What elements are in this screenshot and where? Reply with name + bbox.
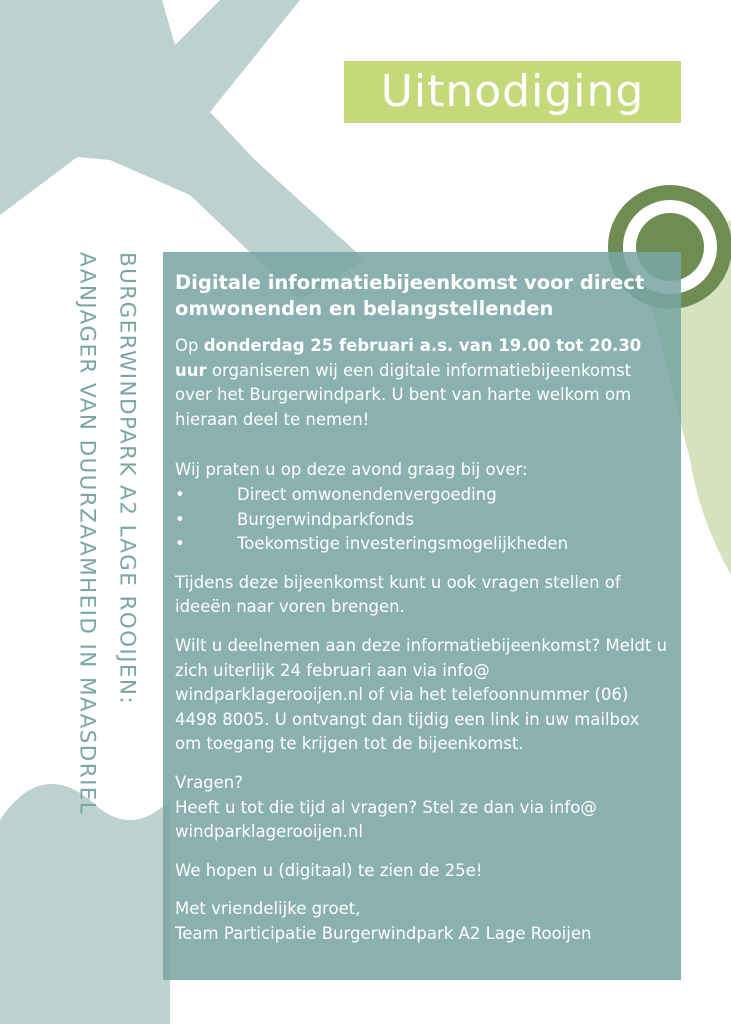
greeting: Met vriendelijke groet, <box>175 899 361 919</box>
list-item <box>175 483 670 508</box>
invitation-content <box>175 270 670 946</box>
bullet-icon: • <box>175 509 185 529</box>
bullet-icon: • <box>175 484 185 504</box>
closing-hope: We hopen u (digitaal) te zien de 25e! <box>175 860 483 880</box>
intro-suffix: organiseren wij een digitale informatiebijeenkomst over het Burgerwindpark. U bent van harte welkom om hieraan deel te nemen! <box>175 360 632 429</box>
list-item <box>175 508 670 533</box>
intro-highlight-date: donderdag 25 februari a.s. van 19.00 tot 20.30 uur <box>175 336 642 380</box>
wave-shape-bottom-2 <box>30 905 143 1024</box>
topic-label: Toekomstige investeringsmogelijkheden <box>237 534 569 554</box>
intro-prefix: Op <box>175 336 204 355</box>
topic-label: Direct omwonendenvergoeding <box>237 484 497 504</box>
intro-paragraph <box>175 334 670 432</box>
vertical-tagline-2: AANJAGER VAN DUURZAAMHEID IN MAASDRIEL <box>74 252 100 816</box>
questions-paragraph: Tijdens deze bijeenkomst kunt u ook vragen stellen of ideeën naar voren brengen. <box>175 572 621 617</box>
participation-paragraph: Wilt u deelnemen aan deze informatiebijeenkomst? Meldt u zich uiterlijk 24 februari aan via info@ windparklagerooijen.nl of via het telefoonnummer (06) 4498 8005. U ontvangt dan tijdig een link in uw mailbox om toegang te krijgen tot de bijeenkomst. <box>175 635 668 754</box>
signature: Team Participatie Burgerwindpark A2 Lage Rooijen <box>175 923 592 943</box>
bullet-icon: • <box>175 534 185 554</box>
vragen-text: Heeft u tot die tijd al vragen? Stel ze dan via info@ windparklagerooijen.nl <box>175 797 597 842</box>
content-heading: Digitale informatiebijeenkomst voor direct omwonenden en belangstellenden <box>175 271 645 320</box>
list-item <box>175 532 670 557</box>
vragen-label: Vragen? <box>175 772 244 792</box>
invitation-title: Uitnodiging <box>344 61 681 123</box>
topics-list <box>175 483 670 557</box>
vertical-tagline-1: BURGERWINDPARK A2 LAGE ROOIJEN: <box>114 252 140 706</box>
topics-intro: Wij praten u op deze avond graag bij over: <box>175 460 528 480</box>
topic-label: Burgerwindparkfonds <box>237 509 415 529</box>
